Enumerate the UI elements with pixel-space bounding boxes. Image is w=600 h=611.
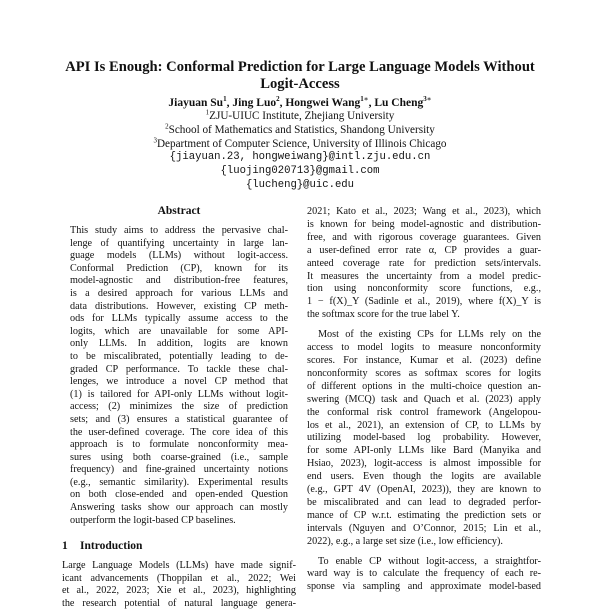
text-line: free, and with rigorous coverage guarantees. Given (307, 231, 541, 243)
text-line: sets; and (3) ensures a statistical guarantee of (70, 413, 288, 425)
paper-title (40, 59, 560, 93)
body-paragraph (307, 329, 541, 548)
text-line: sponse via sampling and approximate model-based (307, 581, 541, 593)
text-line: 2022), e.g., a large set size (i.e., low efficiency). (307, 535, 503, 547)
text-line: ward way is to calculate the frequency of each re- (307, 568, 541, 580)
text-line: graded CP performance. To tackle these chal- (70, 363, 288, 375)
text-line: end users. Even though the logits are available (307, 471, 541, 483)
author-mark: 2 (276, 95, 280, 104)
author-separator: , (279, 97, 286, 109)
text-line: access to model logits to measure nonconformity (307, 342, 541, 354)
author-name: Hongwei Wang (285, 97, 361, 109)
text-line: a user-defined error rate α, CP provides a guar- (307, 244, 541, 256)
text-line: 1 − f(X)_Y (Sadinle et al., 2019), where f(X)_Y is (307, 296, 541, 308)
text-line: Hsiao, 2023), logit-access is almost impossible for (307, 458, 541, 470)
text-line: tion using nonconformity score functions, e.g., (307, 283, 541, 295)
text-line: scores. For instance, Kumar et al. (2023) define (307, 354, 541, 366)
text-line: data distributions. However, existing CP meth- (70, 300, 288, 312)
section-title: Introduction (80, 540, 143, 553)
text-line: anteed coverage rate for prediction sets/intervals. (307, 257, 541, 269)
author-mark: 1∗ (360, 95, 369, 104)
introduction-text (62, 560, 296, 610)
body-paragraph (307, 556, 541, 595)
text-line: icant advancements (Thoppilan et al., 2022; Wei (62, 572, 296, 584)
text-line: lenge of quantifying uncertainty in large lan- (70, 237, 288, 249)
text-line: access; (2) minimizes the size of prediction (70, 401, 288, 413)
abstract-text (62, 225, 296, 527)
author-name: Lu Cheng (374, 97, 424, 109)
text-line: It measures the uncertainty from a model predic- (307, 270, 541, 282)
author-name: Jiayuan Su (168, 97, 224, 109)
text-line: lenges, we introduce a novel CP method that (70, 376, 288, 388)
email-list (40, 151, 560, 192)
author-mark: 3∗ (423, 95, 432, 104)
text-line: utilizing model-based log probability. However, (307, 432, 541, 444)
text-line: et al., 2022, 2023; Xie et al., 2023), highlighting (62, 585, 296, 597)
email-line: {jiayuan.23, hongweiwang}@intl.zju.edu.cn (169, 151, 431, 164)
text-line: nonconformity scores as softmax scores for logits (307, 367, 541, 379)
text-line: ods for LLMs typically assume access to the (70, 313, 288, 325)
affiliation-text: School of Mathematics and Statistics, Shandong University (168, 123, 435, 136)
text-line: intervals (Nguyen and O’Connor, 2015; Lin et al., (307, 522, 541, 534)
text-line: to be miscalibrated, potentially leading to de- (70, 350, 288, 362)
text-line: Most of the existing CPs for LLMs rely on the (318, 329, 541, 341)
text-line: frequency) and fine-grained uncertainty notions (70, 464, 288, 476)
text-line: (1) is tailored for API-only LLMs without logit- (70, 388, 288, 400)
text-line: swering (MCQ) task and Quach et al. (2023) apply (307, 393, 541, 405)
author-separator: , (226, 97, 233, 109)
text-line: To enable CP without logit-access, a straightfor- (318, 555, 541, 567)
affiliation-line (40, 135, 560, 152)
text-line: on both close-ended and open-ended Question (70, 489, 288, 501)
section-heading-introduction (62, 539, 296, 553)
text-line: the softmax score for the true label Y. (307, 309, 460, 321)
text-line: los et al., 2021), an extension of CP, to LLMs by (307, 419, 541, 431)
affiliation-line (40, 110, 560, 124)
affiliation-mark: 1 (205, 108, 210, 117)
text-line: Conformal Prediction (CP), known for its (70, 262, 288, 274)
body-paragraph (307, 206, 541, 322)
text-line: logits, which are unavailable for some API- (70, 325, 288, 337)
text-line: for some API-only LLMs like Bard (Manyika and (307, 445, 541, 457)
title-line: Logit-Access (260, 76, 340, 92)
email-line: {lucheng}@uic.edu (245, 178, 355, 191)
text-line: sures using both coarse-grained (i.e., sample (70, 451, 288, 463)
text-line: mance of CP w.r.t. estimating the prediction sets or (307, 509, 541, 521)
text-line: only LLMs. In addition, logits are known (70, 338, 288, 350)
title-line: API Is Enough: Conformal Prediction for Large Language Models Without (65, 59, 535, 75)
text-line: (e.g., GPT 4V (OpenAI, 2023)), they are known to (307, 484, 541, 496)
section-number: 1 (62, 540, 68, 553)
author-separator: , (368, 97, 375, 109)
text-line: the conformal risk control framework (Angelopou- (307, 406, 541, 418)
text-line: This study aims to address the pervasive chal- (70, 225, 288, 236)
text-line: the user-defined coverage. The core idea of this (70, 426, 288, 438)
text-line: guage models (LLMs) without logit-access. (70, 250, 288, 262)
author-block (40, 96, 560, 192)
text-line: the research potential of natural language genera- (62, 598, 296, 610)
affiliation-text: Department of Computer Science, University of Illinois Chicago (156, 137, 447, 150)
left-column (62, 204, 296, 610)
affiliation-mark: 2 (165, 122, 169, 131)
text-line: of different options in the multi-choice question an- (307, 380, 541, 392)
text-line: Large Language Models (LLMs) have made signif- (62, 560, 296, 572)
text-line: is known for being model-agnostic and distribution- (307, 218, 541, 230)
text-line: model-agnostic and distribution-free features, (70, 275, 288, 287)
text-line: outperform the logit-based CP baselines. (70, 514, 236, 526)
affiliation-list (40, 110, 560, 151)
author-mark: 1 (223, 95, 227, 104)
text-line: be miscalibrated and can lead to degraded perfor- (307, 496, 541, 508)
right-column (307, 206, 541, 606)
text-line: (e.g., semantic similarity). Experimental results (70, 476, 288, 488)
abstract-heading: Abstract (157, 205, 201, 217)
text-line: 2021; Kato et al., 2023; Wang et al., 2023), which (307, 206, 541, 217)
author-list (40, 96, 560, 110)
text-line: is a desired approach for various LLMs and (70, 287, 288, 299)
affiliation-text: ZJU-UIUC Institute, Zhejiang University (209, 110, 395, 122)
affiliation-mark: 3 (153, 135, 157, 144)
text-line: Answering tasks show our approach can mostly (70, 502, 288, 514)
affiliation-line (40, 124, 560, 138)
email-line: {luojing020713}@gmail.com (220, 164, 380, 177)
text-line: approach is to formulate nonconformity mea- (70, 439, 288, 451)
author-name: Jing Luo (232, 97, 277, 109)
